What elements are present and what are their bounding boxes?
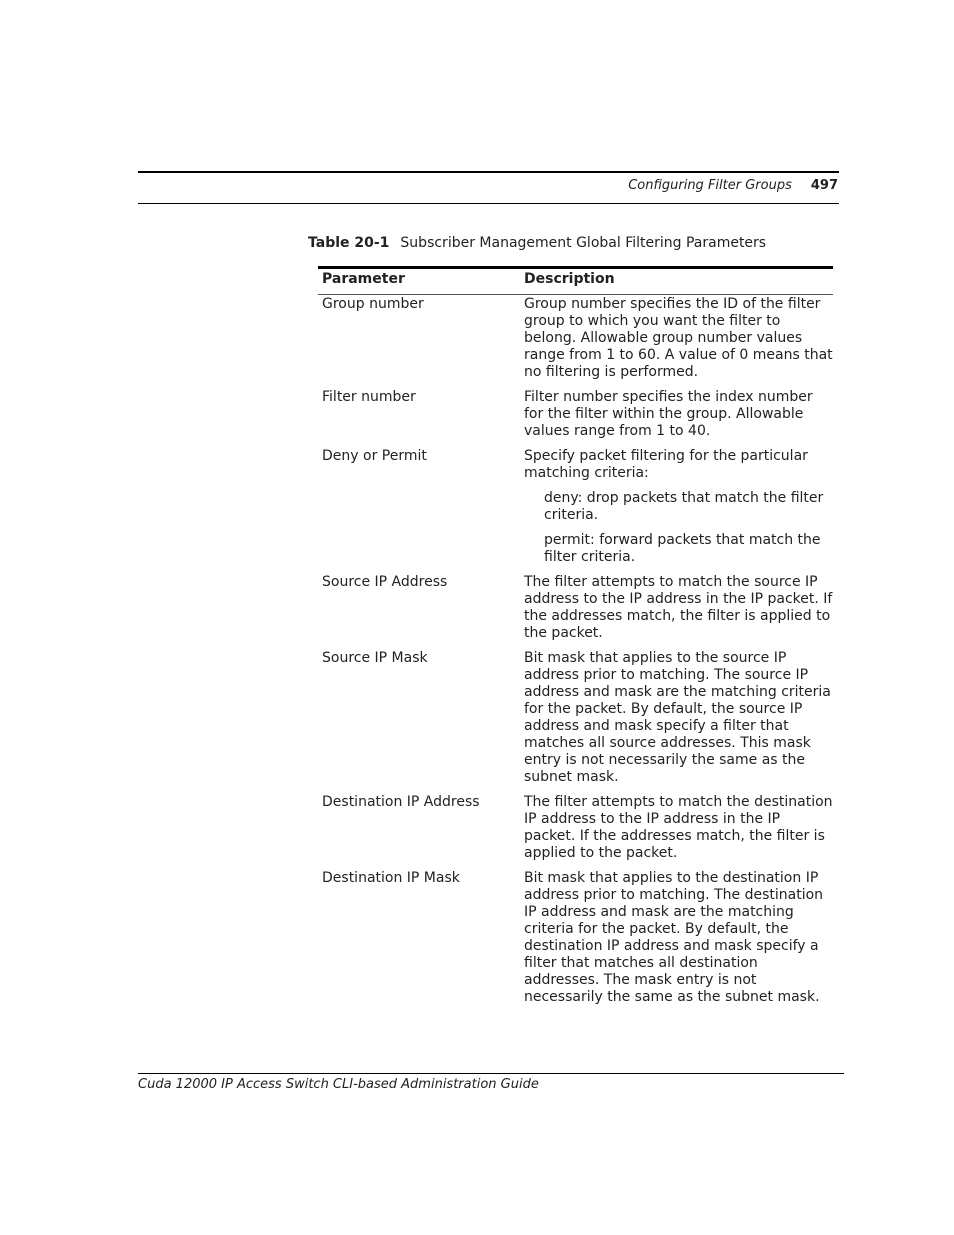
parameter-cell: Filter number bbox=[322, 389, 416, 405]
table-caption bbox=[308, 235, 766, 251]
description-text: Specify packet filtering for the particular matching criteria: bbox=[524, 448, 808, 481]
column-header-parameter: Parameter bbox=[322, 271, 405, 287]
parameter-cell: Destination IP Address bbox=[322, 794, 480, 810]
description-text: The filter attempts to match the destination IP address to the IP address in the IP packet. If the addresses match, the filter is applied to the packet. bbox=[524, 794, 833, 861]
table-row bbox=[318, 870, 833, 1006]
description-text: Group number specifies the ID of the filter group to which you want the filter to belong. Allowable group number values range from 1 to 60. A value of 0 means that no filtering is performed. bbox=[524, 296, 833, 380]
parameter-cell: Deny or Permit bbox=[322, 448, 427, 464]
table-top-rule bbox=[318, 266, 833, 269]
running-head-section: Configuring Filter Groups bbox=[628, 178, 792, 193]
description-cell bbox=[524, 794, 833, 862]
description-cell bbox=[524, 574, 833, 642]
description-cell bbox=[524, 870, 833, 1006]
parameter-cell: Group number bbox=[322, 296, 424, 312]
table-row bbox=[318, 650, 833, 786]
table-row bbox=[318, 794, 833, 862]
description-cell bbox=[524, 448, 833, 566]
header-top-rule bbox=[138, 171, 839, 173]
parameter-cell: Source IP Mask bbox=[322, 650, 428, 666]
header-bottom-rule bbox=[138, 203, 839, 204]
description-cell bbox=[524, 650, 833, 786]
table-number: Table 20-1 bbox=[308, 235, 390, 251]
parameter-cell: Destination IP Mask bbox=[322, 870, 460, 886]
description-sub-item: deny: drop packets that match the filter criteria. bbox=[544, 490, 824, 523]
description-sub-item: permit: forward packets that match the filter criteria. bbox=[544, 532, 821, 565]
table-header-rule bbox=[318, 294, 833, 295]
description-text: The filter attempts to match the source IP address to the IP address in the IP packet. If the addresses match, the filter is applied to the packet. bbox=[524, 574, 833, 641]
table-row bbox=[318, 389, 833, 440]
description-text: Filter number specifies the index number for the filter within the group. Allowable values range from 1 to 40. bbox=[524, 389, 813, 439]
description-cell bbox=[524, 296, 833, 381]
footer-title: Cuda 12000 IP Access Switch CLI-based Administration Guide bbox=[138, 1077, 539, 1092]
table-body bbox=[318, 296, 833, 1014]
table-title: Subscriber Management Global Filtering Parameters bbox=[400, 235, 767, 251]
table-row bbox=[318, 448, 833, 566]
description-cell bbox=[524, 389, 833, 440]
table-row bbox=[318, 574, 833, 642]
description-text: Bit mask that applies to the destination IP address prior to matching. The destination IP address and mask are the matching criteria for the packet. By default, the destination IP address and mask specify a filter that matches all destination addresses. The mask entry is not necessarily the same as the subnet mask. bbox=[524, 870, 824, 1005]
parameter-cell: Source IP Address bbox=[322, 574, 448, 590]
column-header-description: Description bbox=[524, 271, 615, 287]
footer-rule bbox=[138, 1073, 844, 1074]
page-number: 497 bbox=[810, 178, 838, 193]
running-head bbox=[628, 178, 838, 193]
table-row bbox=[318, 296, 833, 381]
description-text: Bit mask that applies to the source IP address prior to matching. The source IP address and mask are the matching criteria for the packet. By default, the source IP address and mask specify a filter that matches all source addresses. This mask entry is not necessarily the same as the subnet mask. bbox=[524, 650, 831, 785]
